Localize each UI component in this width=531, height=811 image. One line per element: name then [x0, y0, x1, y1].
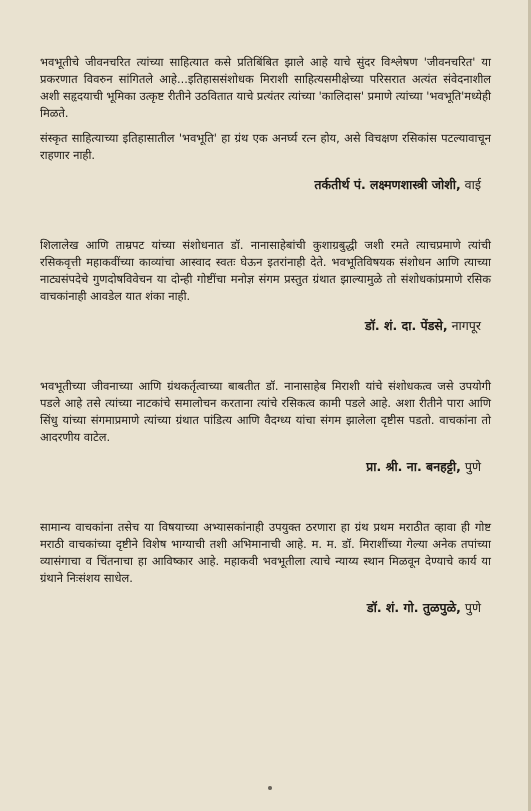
- review-4: [40, 519, 491, 616]
- review-1-place: वाई: [460, 177, 481, 192]
- review-1: [40, 54, 491, 193]
- review-3: [40, 378, 491, 475]
- review-2-author: डॉ. शं. दा. पेंडसे,: [365, 318, 448, 333]
- page-mark-dot: [268, 786, 272, 790]
- review-3-place: पुणे: [460, 459, 481, 474]
- review-1-signature: [40, 176, 481, 193]
- review-2-paragraph-1: शिलालेख आणि ताम्रपट यांच्या संशोधनात डॉ. नानासाहेबांची कुशाग्रबुद्धी जशी रमते त्याचप्रमाणे त्यांची रसिकवृत्ती महाकवींच्या काव्यांचा आस्वाद स्वतः घेऊन इतरांनाही देते. भवभूतिविषयक संशोधन आणि त्याच्या नाट्यसंपदेचे गुणदोषविवेचन या दोन्ही गोष्टींचा मनोज्ञ संगम प्रस्तुत ग्रंथात झाल्यामुळे तो संशोधकांप्रमाणे रसिक वाचकांनाही आवडेल यात शंका नाही.: [40, 238, 491, 303]
- review-3-signature: [40, 458, 481, 475]
- review-2: [40, 237, 491, 334]
- review-1-paragraph-2: संस्कृत साहित्याच्या इतिहासातील 'भवभूति' हा ग्रंथ एक अनर्घ्य रत्न होय, असे विचक्षण रसिकांस पटल्यावाचून राहणार नाही.: [40, 131, 491, 162]
- review-3-paragraph-1: भवभूतीच्या जीवनाच्या आणि ग्रंथकर्तृत्वाच्या बाबतीत डॉ. नानासाहेब मिराशी यांचे संशोधकत्व जसे उपयोगी पडले आहे तसे त्यांच्या नाटकांचे समालोचन करताना त्यांचे रसिकत्व कामी पडले आहे. अशा रीतीने पारा आणि सिंधु यांच्या संगमाप्रमाणे त्यांच्या ग्रंथात पांडित्य आणि वैदग्ध्य यांचा संगम झालेला दृष्टीस पडतो. वाचकांना तो आदरणीय वाटेल.: [40, 379, 491, 444]
- review-4-place: पुणे: [460, 600, 481, 615]
- review-1-paragraph-1: भवभूतीचे जीवनचरित त्यांच्या साहित्यात कसे प्रतिबिंबित झाले आहे याचे सुंदर विश्लेषण 'जीवनचरित' या प्रकरणात विवरुन सांगितले आहे...इतिहाससंशोधक मिराशी साहित्यसमीक्षेच्या परिसरात अत्यंत संवेदनाशील अशी सहृदयाची भूमिका उत्कृष्ट रीतीने उठवितात याचे प्रत्यंतर त्यांच्या 'कालिदास' प्रमाणे त्यांच्या 'भवभूति'मध्येही मिळते.: [40, 55, 491, 120]
- review-2-place: नागपूर: [447, 318, 481, 333]
- review-4-author: डॉ. शं. गो. तुळपुळे,: [366, 600, 461, 615]
- review-4-signature: [40, 599, 481, 616]
- review-4-paragraph-1: सामान्य वाचकांना तसेच या विषयाच्या अभ्यासकांनाही उपयुक्त ठरणारा हा ग्रंथ प्रथम मराठीत व्हावा ही गोष्ट मराठी वाचकांच्या दृष्टीने विशेष भाग्याची तशी अभिमानाची आहे. म. म. डॉ. मिराशींच्या गेल्या अनेक तपांच्या व्यासंगाचा व चिंतनाचा हा आविष्कार आहे. महाकवी भवभूतीला त्याचे न्याय्य स्थान मिळवून देण्याचे कार्य या ग्रंथाने निःसंशय साधेल.: [40, 520, 491, 585]
- review-2-signature: [40, 317, 481, 334]
- review-1-author: तर्कतीर्थ पं. लक्ष्मणशास्त्री जोशी,: [314, 177, 461, 192]
- review-3-author: प्रा. श्री. ना. बनहट्टी,: [366, 459, 461, 474]
